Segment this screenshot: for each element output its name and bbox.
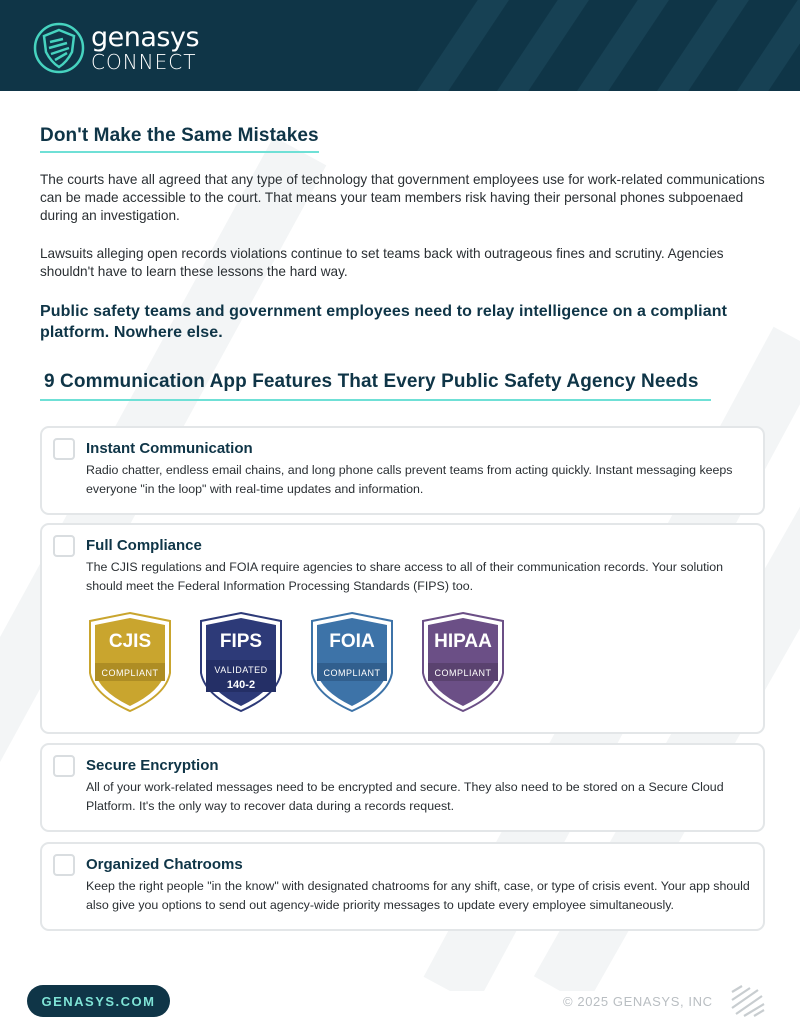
feature-text: All of your work-related messages need to be encrypted and secure. They also need to be stored on a Secure Cloud Platform. It's the only way to recover data during a records request. — [86, 780, 724, 813]
intro-section — [40, 125, 765, 401]
feature-text: The CJIS regulations and FOIA require agencies to share access to all of their communication records. Your solution should meet the Federal Information Processing Standards (FIPS) too. — [86, 560, 724, 593]
badge-label: FOIA — [329, 631, 375, 652]
badge-status: VALIDATED — [214, 665, 268, 675]
feature-checkbox[interactable] — [53, 535, 75, 557]
feature-card-organized-chatrooms — [40, 842, 765, 931]
feature-title: Full Compliance — [86, 537, 202, 554]
feature-checkbox[interactable] — [53, 854, 75, 876]
feature-text: Radio chatter, endless email chains, and long phone calls prevent teams from acting quickly. Instant messaging keeps everyone "in the loop" with real-time updates and information. — [86, 463, 733, 496]
badge-status: COMPLIANT — [323, 668, 381, 678]
badge-status: COMPLIANT — [434, 668, 492, 678]
feature-title: Instant Communication — [86, 440, 253, 457]
badge-label: HIPAA — [434, 631, 492, 652]
badge-label: FIPS — [219, 631, 263, 652]
compliance-badges — [86, 611, 530, 713]
hipaa-badge — [419, 611, 507, 713]
intro-paragraph-2: Lawsuits alleging open records violations continue to set teams back with outrageous fines and scrutiny. Agencies shouldn't have to learn these lessons the hard way. — [40, 246, 724, 279]
copyright-text: © 2025 GENASYS, INC — [563, 994, 713, 1009]
feature-text: Keep the right people "in the know" with designated chatrooms for any shift, case, or type of crisis event. Your app should also give you options to send out agency-wide priority messages to update every employee simultaneously. — [86, 879, 750, 912]
feature-card-instant-communication — [40, 426, 765, 515]
website-link[interactable]: GENASYS.COM — [27, 985, 170, 1017]
features-heading: 9 Communication App Features That Every Public Safety Agency Needs — [40, 371, 711, 401]
genasys-mark-icon — [728, 982, 768, 1020]
fips-badge — [197, 611, 285, 713]
intro-callout: Public safety teams and government employees need to relay intelligence on a compliant platform. Nowhere else. — [40, 303, 728, 341]
feature-checkbox[interactable] — [53, 438, 75, 460]
feature-card-full-compliance — [40, 523, 765, 734]
foia-badge — [308, 611, 396, 713]
brand-sub: CONNECT — [91, 50, 197, 74]
cjis-badge — [86, 611, 174, 713]
feature-title: Secure Encryption — [86, 757, 219, 774]
feature-title: Organized Chatrooms — [86, 856, 243, 873]
genasys-connect-logo[interactable] — [33, 22, 199, 74]
badge-status: COMPLIANT — [101, 668, 159, 678]
shield-logo-icon — [33, 22, 85, 74]
intro-heading: Don't Make the Same Mistakes — [40, 125, 319, 153]
badge-status-2: 140-2 — [226, 679, 256, 691]
feature-checkbox[interactable] — [53, 755, 75, 777]
header-pattern — [320, 0, 800, 91]
page-header — [0, 0, 800, 91]
badge-label: CJIS — [108, 631, 152, 652]
feature-card-secure-encryption — [40, 743, 765, 832]
intro-paragraph-1: The courts have all agreed that any type of technology that government employees use for work-related communications can be made accessible to the court. That means your team members risk having their personal phones subpoenaed during an investigation. — [40, 172, 765, 223]
brand-name: genasys — [91, 22, 200, 53]
